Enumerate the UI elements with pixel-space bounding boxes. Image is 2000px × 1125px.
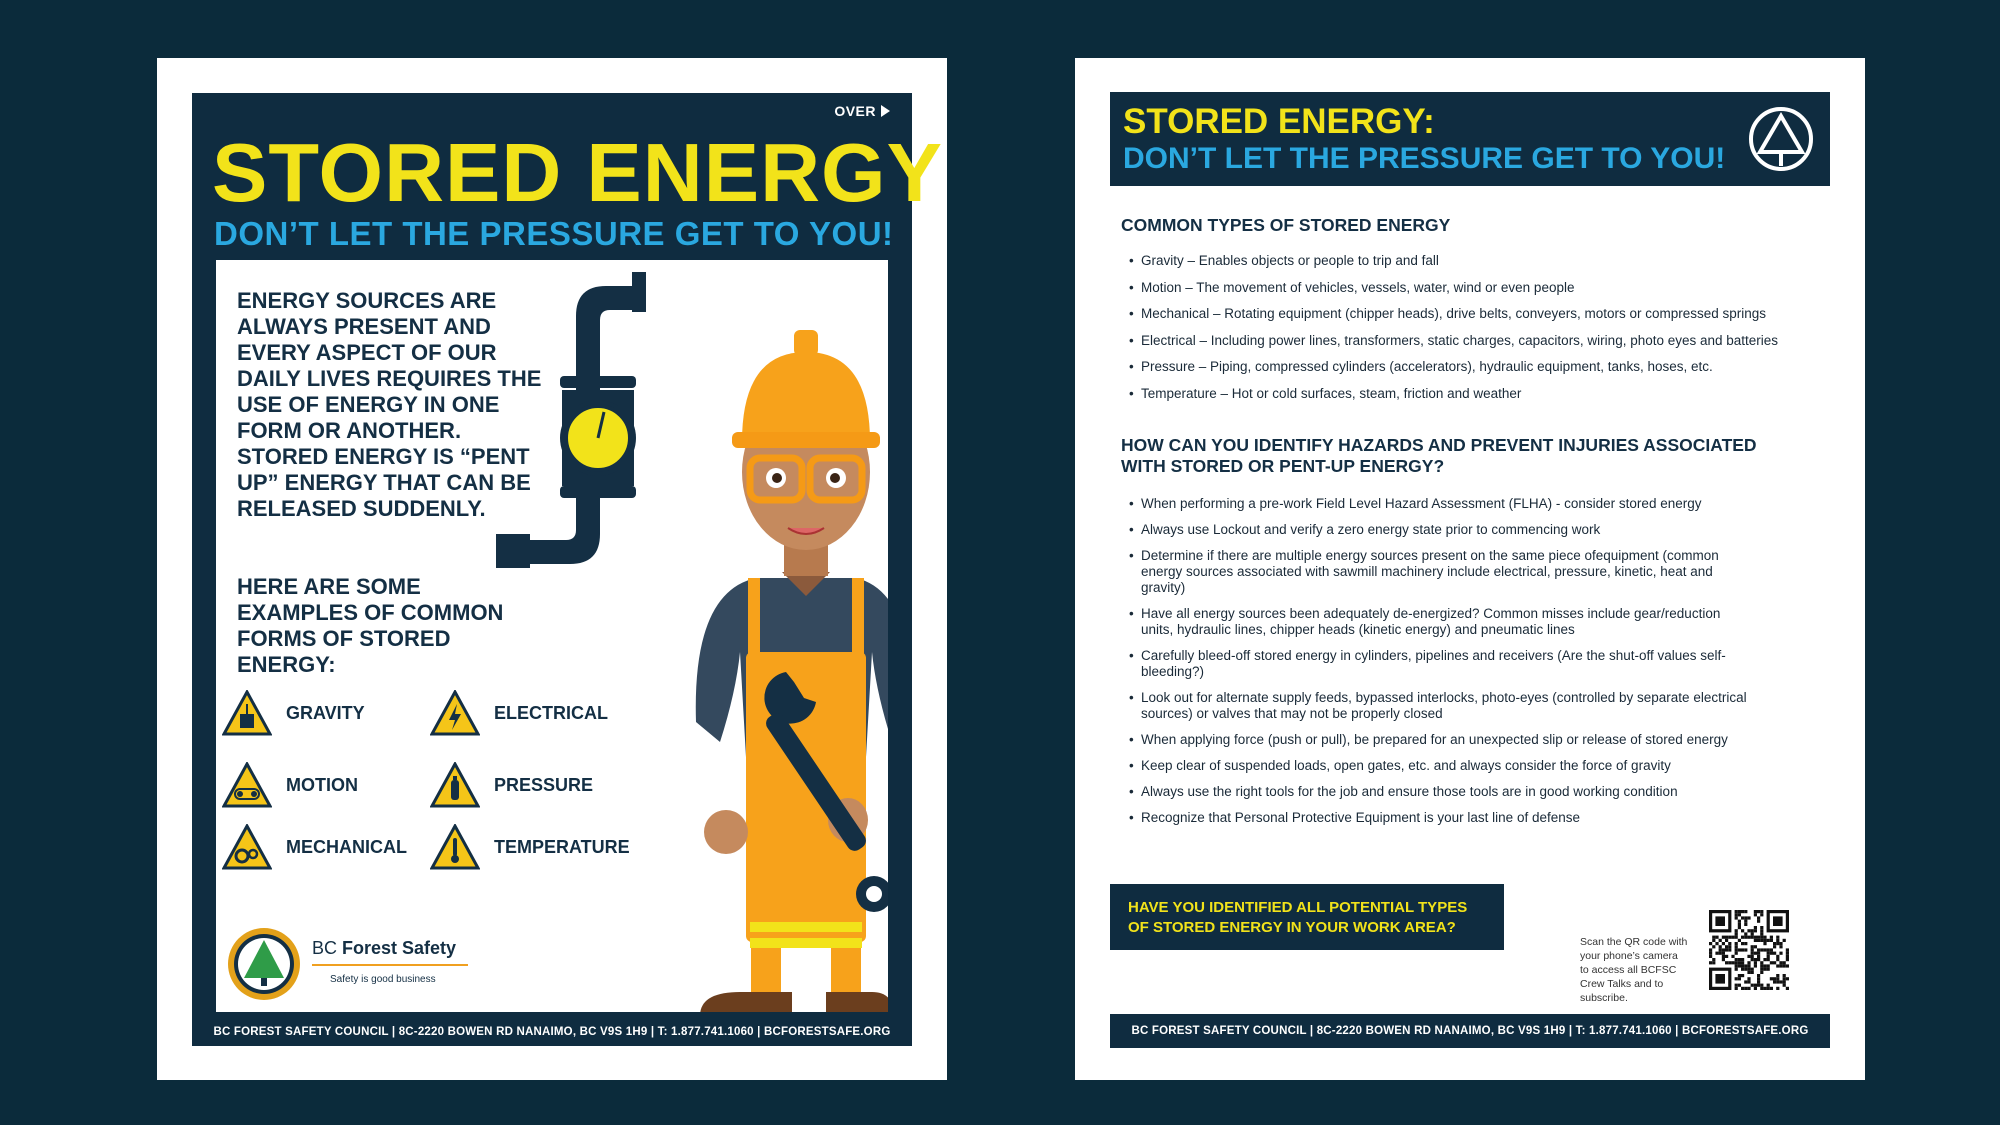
electrical-warning-icon [430,690,480,736]
list-item: • Motion – The movement of vehicles, vessels, water, wind or even people [1129,280,1778,296]
front-footer: BC FOREST SAFETY COUNCIL | 8C-2220 BOWEN RD NANAIMO, BC V9S 1H9 | T: 1.877.741.1060 | BCFORESTSAFE.ORG [213,1026,891,1038]
front-subtitle: DON’T LET THE PRESSURE GET TO YOU! [214,215,894,252]
front-page [157,58,947,1080]
list-item: • When applying force (push or pull), be prepared for an unexpected slip or release of stored energy [1129,732,1749,748]
hazard-motion: MOTION [222,762,358,808]
bc-forest-safety-logo [226,926,302,1002]
logo-underline [312,964,468,966]
back-page [1075,58,1865,1080]
back-subtitle: DON’T LET THE PRESSURE GET TO YOU! [1123,142,1726,175]
list-item: • Determine if there are multiple energy sources present on the same piece ofequipment (common energy sources associated with sawmill machinery include electrical, pressure, kinetic, heat and gravity) [1129,548,1749,596]
mechanical-warning-icon [222,824,272,870]
list-item: • Recognize that Personal Protective Equipment is your last line of defense [1129,810,1749,826]
cta-text: HAVE YOU IDENTIFIED ALL POTENTIAL TYPES OF STORED ENERGY IN YOUR WORK AREA? [1128,899,1468,936]
list-item: • Keep clear of suspended loads, open gates, etc. and always consider the force of gravity [1129,758,1749,774]
back-title: STORED ENERGY: [1123,102,1435,141]
hazard-temperature: TEMPERATURE [430,824,630,870]
list-item: • Always use the right tools for the job and ensure those tools are in good working condition [1129,784,1749,800]
front-title: STORED ENERGY [212,126,943,219]
list-item: • Have all energy sources been adequately de-energized? Common misses include gear/reduction units, hydraulic lines, chipper heads (kinetic energy) and pneumatic lines [1129,606,1749,638]
list-item: • Electrical – Including power lines, transformers, static charges, capacitors, wiring, photo eyes and batteries [1129,333,1778,349]
examples-heading: HERE ARE SOME EXAMPLES OF COMMON FORMS OF STORED ENERGY: [237,574,504,677]
worker-illustration [496,272,888,1012]
section1-heading: COMMON TYPES OF STORED ENERGY [1121,215,1451,235]
list-item: • Always use Lockout and verify a zero energy state prior to commencing work [1129,522,1749,538]
list-item: • Look out for alternate supply feeds, bypassed interlocks, photo-eyes (controlled by separate electrical sources) or valves that may not be properly closed [1129,690,1749,722]
qr-code[interactable] [1709,910,1789,990]
hazard-pressure: PRESSURE [430,762,593,808]
motion-warning-icon [222,762,272,808]
over-label[interactable]: OVER [834,103,890,119]
back-header [1110,92,1830,186]
temperature-warning-icon [430,824,480,870]
section1-list [1129,253,1778,412]
hazard-gravity: GRAVITY [222,690,365,736]
front-content-area [216,260,888,1012]
logo-name: BC Forest Safety [312,938,457,958]
gravity-warning-icon [222,690,272,736]
cta-box [1110,884,1504,950]
list-item: • When performing a pre-work Field Level Hazard Assessment (FLHA) - consider stored energy [1129,496,1749,512]
intro-text: ENERGY SOURCES ARE ALWAYS PRESENT AND EVERY ASPECT OF OUR DAILY LIVES REQUIRES THE USE OF ENERGY IN ONE FORM OR ANOTHER. STORED ENERGY IS “PENT UP” ENERGY THAT CAN BE RELEASED SUDDENLY. [237,288,542,521]
qr-caption: Scan the QR code with your phone’s camera to access all BCFSC Crew Talks and to subscribe. [1580,936,1688,1004]
logo-tagline: Safety is good business [330,974,436,985]
list-item: • Pressure – Piping, compressed cylinders (accelerators), hydraulic equipment, tanks, hoses, etc. [1129,359,1778,375]
hazard-electrical: ELECTRICAL [430,690,608,736]
back-footer: BC FOREST SAFETY COUNCIL | 8C-2220 BOWEN RD NANAIMO, BC V9S 1H9 | T: 1.877.741.1060 | BCFORESTSAFE.ORG [1110,1014,1830,1048]
arrow-right-icon [881,105,890,117]
section2-heading: HOW CAN YOU IDENTIFY HAZARDS AND PREVENT INJURIES ASSOCIATED WITH STORED OR PENT-UP ENERGY? [1121,435,1757,476]
list-item: • Carefully bleed-off stored energy in cylinders, pipelines and receivers (Are the shut-off values self-bleeding?) [1129,648,1749,680]
list-item: • Temperature – Hot or cold surfaces, steam, friction and weather [1129,386,1778,402]
front-poster-panel [192,93,943,1046]
section2-list [1129,496,1749,836]
triangle-logo-icon [1748,106,1814,172]
list-item: • Mechanical – Rotating equipment (chipper heads), drive belts, conveyers, motors or compressed springs [1129,306,1778,322]
list-item: • Gravity – Enables objects or people to trip and fall [1129,253,1778,269]
pressure-warning-icon [430,762,480,808]
hazard-mechanical: MECHANICAL [222,824,407,870]
